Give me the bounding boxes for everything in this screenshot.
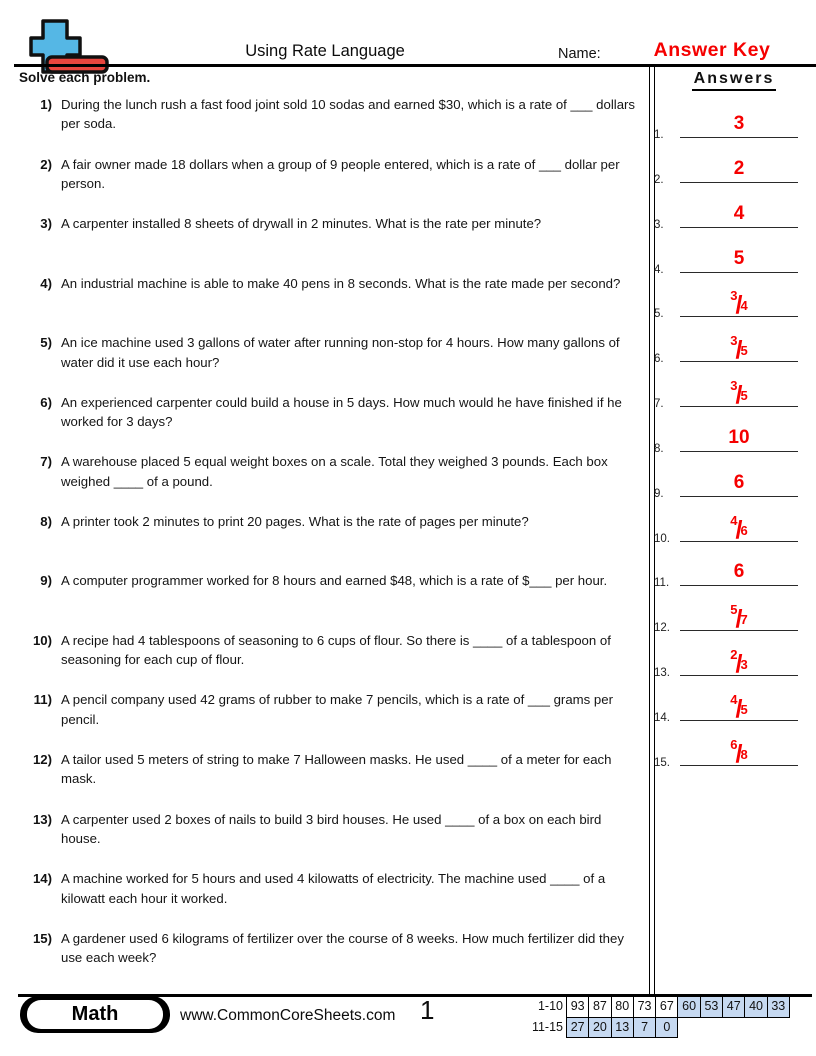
answer-item [652, 273, 816, 321]
problem-text: A carpenter used 2 boxes of nails to build 3 bird houses. He used ____ of a box on each bird house. [61, 811, 602, 846]
answer-item [652, 317, 816, 366]
problem-text: An experienced carpenter could build a house in 5 days. How much would he have finished if he worked for 3 days? [61, 394, 622, 430]
answer-item [652, 721, 816, 769]
problem-number: 1) [40, 97, 52, 112]
problem-item [22, 750, 644, 810]
score-cell: 53 [700, 996, 723, 1018]
answer-number: 13. [654, 667, 670, 680]
problem-text: A computer programmer worked for 8 hours and earned $48, which is a rate of $___ per hour. [61, 573, 608, 589]
answer-key-text: Answer Key [653, 39, 771, 61]
problem-number: 13) [32, 811, 52, 827]
score-row [521, 996, 790, 1018]
problem-text: A carpenter installed 8 sheets of drywall in 2 minutes. What is the rate per minute? [61, 216, 542, 232]
score-cell: 40 [744, 996, 767, 1018]
answer-item [652, 407, 816, 455]
score-cell: 33 [767, 996, 790, 1018]
score-cell: 0 [655, 1017, 678, 1039]
problem-number: 14) [32, 871, 52, 887]
answer-number: 5. [654, 308, 664, 321]
fraction-slash: / [735, 739, 743, 768]
problem-number: 12) [32, 752, 52, 768]
problem-number: 2) [40, 156, 52, 172]
fraction-denominator: 5 [740, 388, 748, 404]
answer-item [652, 676, 816, 724]
score-row [521, 1017, 790, 1039]
problem-text: An industrial machine is able to make 40 pens in 8 seconds. What is the rate made per second? [61, 275, 621, 291]
score-cell: 60 [677, 996, 700, 1018]
answer-value: 2 [733, 157, 745, 179]
problem-item [22, 810, 644, 870]
fraction-numerator: 3 [730, 378, 738, 394]
problem-item [22, 95, 644, 155]
problem-number: 15) [32, 930, 52, 946]
problem-number: 4) [40, 275, 52, 291]
answers-heading [652, 70, 816, 91]
problem-text: An ice machine used 3 gallons of water after running non-stop for 4 hours. How many gallons of water did it use each hour? [61, 335, 620, 370]
fraction-slash: / [735, 336, 743, 365]
problem-text: A pencil company used 42 grams of rubber to make 7 pencils, which is a rate of ___ grams per pencil. [61, 692, 613, 727]
score-row-label: 1-10 [537, 999, 563, 1013]
fraction-numerator: 4 [730, 692, 738, 707]
problem-item [22, 333, 644, 393]
score-cell: 13 [611, 1017, 634, 1039]
answer-number: 2. [654, 173, 664, 186]
score-cell: 7 [633, 1017, 656, 1039]
subject-badge-label: Math [27, 1000, 163, 1029]
fraction-denominator: 5 [740, 702, 748, 717]
fraction-numerator: 6 [730, 736, 738, 752]
answer-item [652, 497, 816, 545]
answers-heading-label: Answers [692, 70, 777, 91]
answer-fraction [680, 736, 798, 768]
score-cell: 67 [655, 996, 678, 1018]
problem-item [22, 690, 644, 750]
answer-item [652, 228, 816, 276]
problem-text: A fair owner made 18 dollars when a group of 9 people entered, which is a rate of ___ dollar per person. [61, 156, 620, 191]
fraction-slash: / [735, 381, 743, 410]
answer-item [652, 183, 816, 231]
answer-number: 8. [654, 442, 664, 455]
fraction-denominator: 3 [740, 657, 748, 673]
problem-item [22, 214, 644, 274]
problem-number: 11) [33, 692, 52, 708]
fraction-slash: / [735, 515, 743, 544]
fraction-denominator: 8 [740, 746, 748, 762]
problem-text: A warehouse placed 5 equal weight boxes on a scale. Total they weighed 3 pounds. Each box weighed ____ of a pound. [61, 454, 608, 489]
problem-item [22, 452, 644, 512]
page-number: 1 [420, 995, 435, 1025]
fraction-slash: / [735, 695, 743, 723]
problem-item [22, 869, 644, 929]
problem-item [22, 512, 644, 572]
score-table [521, 996, 790, 1038]
fraction-numerator: 4 [730, 512, 738, 528]
answer-item [652, 138, 816, 186]
answer-number: 15. [654, 756, 670, 769]
problem-text: A machine worked for 5 hours and used 4 kilowatts of electricity. The machine used ____ of a kilowatt each hour it worked. [61, 871, 606, 906]
score-cell: 73 [633, 996, 656, 1018]
answer-value: 5 [733, 247, 745, 269]
answer-number: 7. [654, 398, 664, 411]
score-cell: 87 [588, 996, 611, 1018]
answer-value: 6 [733, 561, 745, 583]
answer-item [652, 586, 816, 635]
problem-number: 10) [32, 632, 52, 648]
problem-number: 9) [40, 573, 52, 589]
problem-text: A tailor used 5 meters of string to make 7 Halloween masks. He used ____ of a meter for each mask. [61, 752, 612, 787]
answer-number: 1. [654, 129, 664, 142]
score-cell: 93 [566, 996, 589, 1018]
subject-badge [20, 996, 170, 1033]
answer-value: 3 [733, 113, 745, 135]
answer-fraction [680, 692, 798, 723]
fraction-denominator: 4 [740, 298, 748, 314]
fraction-slash: / [735, 291, 743, 320]
score-cell: 80 [611, 996, 634, 1018]
problem-text: A printer took 2 minutes to print 20 pages. What is the rate of pages per minute? [61, 513, 529, 529]
answer-number: 4. [654, 263, 664, 276]
problems-list [22, 95, 644, 988]
problem-number: 7) [40, 454, 52, 470]
answer-fraction [680, 512, 798, 544]
answer-item [652, 452, 816, 500]
problem-number: 5) [40, 335, 52, 351]
score-cell: 27 [566, 1017, 589, 1039]
answer-number: 6. [654, 353, 664, 366]
score-row-label: 11-15 [531, 1019, 563, 1034]
problem-item [22, 155, 644, 215]
problem-item [22, 631, 644, 691]
answer-number: 14. [654, 712, 670, 724]
answer-number: 11. [654, 577, 670, 590]
answer-number: 12. [654, 622, 670, 635]
fraction-denominator: 6 [740, 522, 748, 538]
problem-number: 3) [40, 216, 52, 232]
answer-fraction [680, 378, 798, 410]
problem-number: 6) [40, 394, 52, 410]
fraction-slash: / [735, 605, 743, 634]
fraction-numerator: 2 [730, 647, 738, 663]
answer-value: 10 [728, 426, 750, 448]
header-rule [14, 64, 816, 67]
fraction-numerator: 3 [730, 288, 738, 304]
answer-item [652, 631, 816, 680]
fraction-slash: / [735, 650, 743, 679]
answer-fraction [680, 602, 798, 634]
answer-fraction [680, 647, 798, 679]
score-cell: 20 [588, 1017, 611, 1039]
answer-item [652, 542, 816, 590]
problem-number: 8) [40, 513, 52, 529]
answer-value: 4 [733, 202, 745, 224]
fraction-denominator: 5 [740, 343, 748, 359]
answer-item [652, 362, 816, 411]
worksheet-title: Using Rate Language [245, 42, 405, 60]
instructions-text: Solve each problem. [19, 70, 151, 85]
answer-value: 6 [733, 471, 745, 493]
problem-item [22, 393, 644, 453]
problem-text: A gardener used 6 kilograms of fertilizer over the course of 8 weeks. How much fertilizer did they use each week? [61, 930, 624, 966]
answer-item [652, 93, 816, 142]
answer-number: 3. [654, 218, 664, 231]
problem-item [22, 274, 644, 334]
fraction-numerator: 5 [730, 602, 738, 618]
site-url: www.CommonCoreSheets.com [180, 1007, 396, 1024]
answers-list [652, 93, 816, 769]
problem-text: During the lunch rush a fast food joint sold 10 sodas and earned $30, which is a rate of ___ dollars per soda. [61, 97, 636, 132]
answer-fraction [680, 333, 798, 365]
answer-number: 10. [654, 532, 670, 545]
fraction-denominator: 7 [740, 612, 748, 628]
answer-fraction [680, 288, 798, 320]
problem-text: A recipe had 4 tablespoons of seasoning to 6 cups of flour. So there is ____ of a tablespoon of seasoning for each cup of flour. [61, 632, 611, 668]
problem-item [22, 929, 644, 989]
problem-item [22, 571, 644, 631]
answer-number: 9. [654, 487, 664, 500]
score-cell: 47 [722, 996, 745, 1018]
fraction-numerator: 3 [730, 333, 738, 349]
name-label: Name: [558, 46, 601, 62]
